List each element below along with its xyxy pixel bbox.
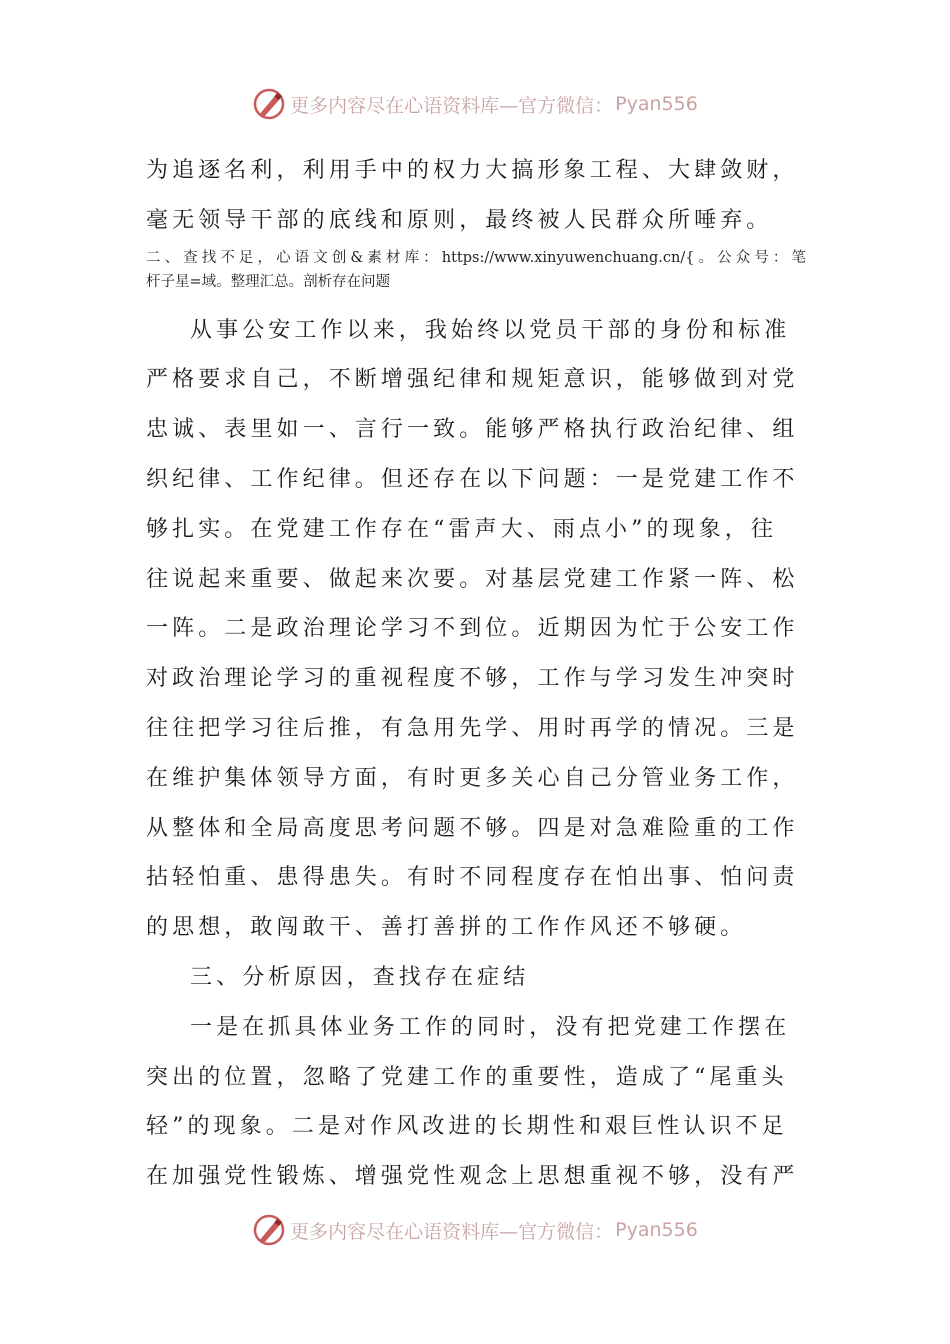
text-line: 拈轻怕重、患得患失。有时不同程度存在怕出事、怕问责: [146, 865, 799, 891]
watermark-text: 更多内容尽在心语资料库—官方微信：: [290, 1220, 614, 1243]
header-watermark: [0, 84, 950, 124]
text-line: 往说起来重要、做起来次要。对基层党建工作紧一阵、松: [146, 566, 799, 592]
text-line: 忠诚、表里如一、言行一致。能够严格执行政治纪律、组: [146, 417, 799, 443]
text-line: 从事公安工作以来，我始终以党员干部的身份和标准: [190, 317, 791, 343]
pen-logo-icon: [252, 87, 286, 121]
text-line: 一是在抓具体业务工作的同时，没有把党建工作摆在: [190, 1014, 791, 1040]
text-line: 毫无领导干部的底线和原则，最终被人民群众所唾弃。: [146, 207, 773, 233]
text-line: 织纪律、工作纪律。但还存在以下问题：一是党建工作不: [146, 466, 799, 492]
watermark-wechat-id: Pyan556: [615, 1219, 698, 1241]
pen-logo-icon: [252, 1213, 286, 1247]
watermark-text: 更多内容尽在心语资料库—官方微信：: [290, 94, 614, 117]
document-body: [146, 146, 806, 1202]
text-line: 在加强党性锻炼、增强党性观念上思想重视不够，没有严: [146, 1164, 799, 1190]
text-line: 为追逐名利，利用手中的权力大搞形象工程、大肆敛财，: [146, 158, 799, 183]
text-line: 的思想，敢闯敢干、善打善拼的工作作风还不够硬。: [146, 915, 747, 941]
text-line: 从整体和全局高度思考问题不够。四是对急难险重的工作: [146, 815, 799, 841]
section2-paragraph: [146, 306, 806, 953]
text-line: 轻”的现象。二是对作风改进的长期性和艰巨性认识不足: [146, 1114, 788, 1140]
small-text-line: 杆子星=域。整理汇总。剖析存在问题: [146, 273, 391, 290]
text-line: 对政治理论学习的重视程度不够，工作与学习发生冲突时: [146, 666, 799, 692]
section3-paragraph: [146, 1003, 806, 1202]
text-line: 一阵。二是政治理论学习不到位。近期因为忙于公安工作: [146, 616, 799, 642]
watermark-wechat-id: Pyan556: [615, 93, 698, 115]
text-line: 突出的位置，忽略了党建工作的重要性，造成了“尾重头: [146, 1064, 788, 1090]
footer-watermark: [0, 1210, 950, 1250]
text-line: 严格要求自己，不断增强纪律和规矩意识，能够做到对党: [146, 367, 799, 393]
text-line: 往往把学习往后推，有急用先学、用时再学的情况。三是: [146, 715, 799, 741]
small-text-line: 二、查找不足，心语文创&素材库：https://www.xinyuwenchuang.cn/{。公众号：笔: [146, 249, 806, 266]
section3-heading: 三、分析原因，查找存在症结: [190, 964, 530, 990]
text-line: 在维护集体领导方面，有时更多关心自己分管业务工作，: [146, 765, 799, 791]
section2-heading-note: [146, 246, 806, 294]
text-line: 够扎实。在党建工作存在“雷声大、雨点小”的现象，往: [146, 516, 777, 542]
